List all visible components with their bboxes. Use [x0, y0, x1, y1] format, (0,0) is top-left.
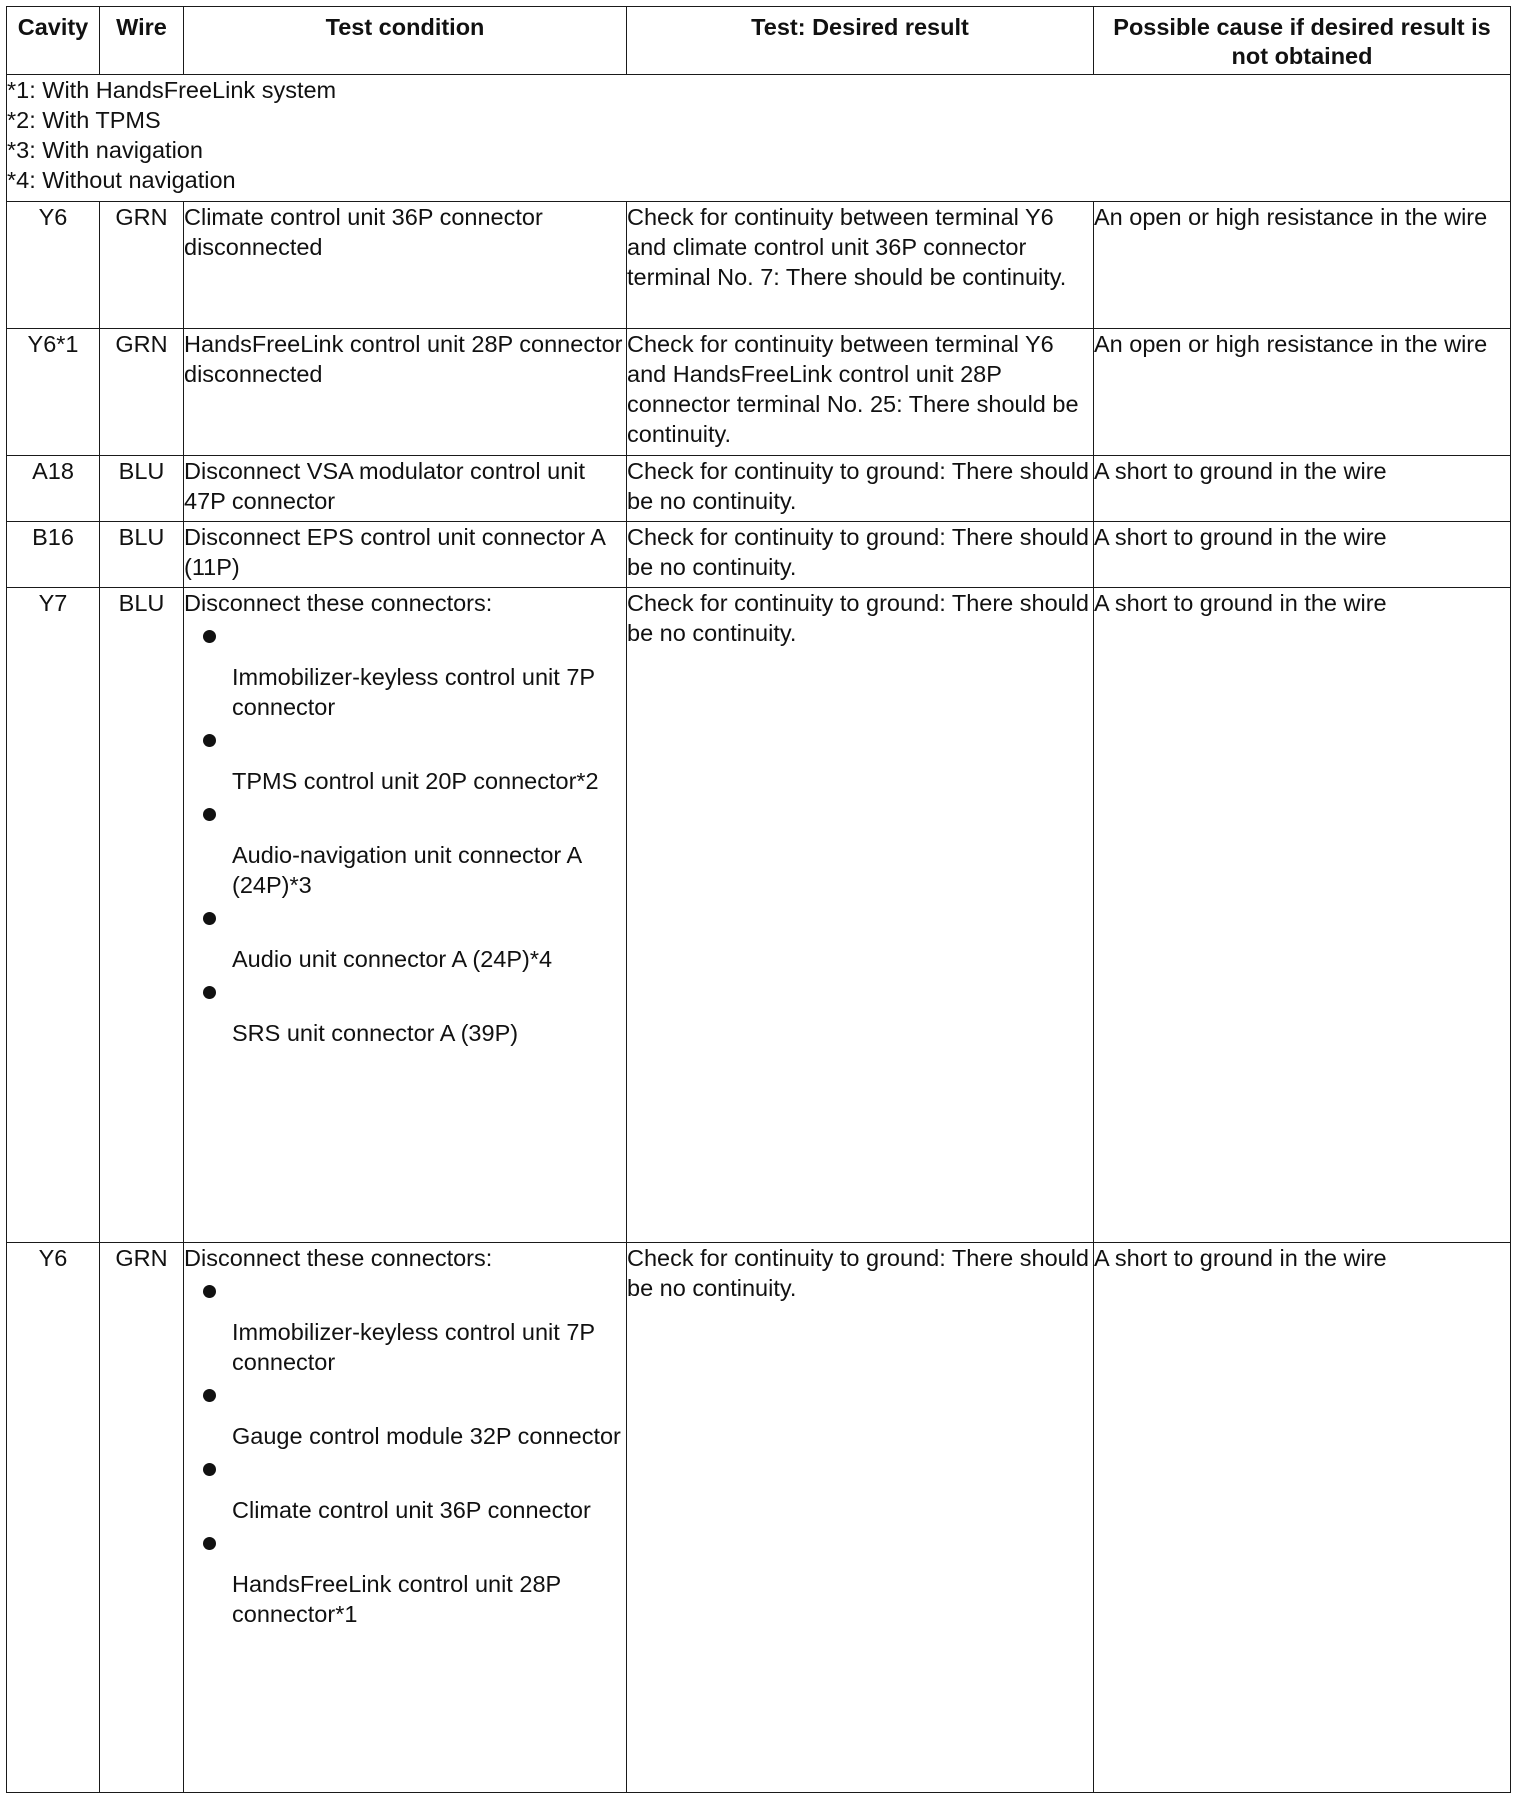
cause-cell: A short to ground in the wire	[1094, 588, 1511, 1243]
cause-cell: A short to ground in the wire	[1094, 522, 1511, 588]
table-row	[7, 1243, 1511, 1793]
circuit-test-table	[6, 6, 1511, 1793]
condition-cell: HandsFreeLink control unit 28P connector disconnected	[184, 329, 627, 456]
list-item	[184, 1273, 626, 1377]
list-item	[184, 900, 626, 974]
header-desired-result: Test: Desired result	[627, 7, 1094, 75]
bullet-icon	[203, 734, 216, 747]
condition-cell: Disconnect VSA modulator control unit 47P connector	[184, 456, 627, 522]
cavity-cell: Y6	[7, 1243, 100, 1793]
condition-cell: Disconnect EPS control unit connector A (11P)	[184, 522, 627, 588]
table-row	[7, 588, 1511, 1243]
condition-intro: Disconnect these connectors:	[184, 590, 493, 616]
cavity-cell: Y7	[7, 588, 100, 1243]
cause-cell: An open or high resistance in the wire	[1094, 329, 1511, 456]
cavity-cell: A18	[7, 456, 100, 522]
connector-list	[184, 1273, 626, 1629]
result-cell: Check for continuity to ground: There should be no continuity.	[627, 522, 1094, 588]
footnotes	[7, 75, 1511, 202]
result-cell: Check for continuity between terminal Y6 and climate control unit 36P connector terminal No. 7: There should be continuity.	[627, 202, 1094, 329]
cavity-cell: B16	[7, 522, 100, 588]
connector-name: TPMS control unit 20P connector*2	[232, 768, 599, 794]
result-cell: Check for continuity to ground: There should be no continuity.	[627, 456, 1094, 522]
header-cavity: Cavity	[7, 7, 100, 75]
header-possible-cause: Possible cause if desired result is not obtained	[1094, 7, 1511, 75]
footnote: *3: With navigation	[7, 137, 203, 163]
list-item	[184, 1451, 626, 1525]
wire-cell: BLU	[100, 456, 184, 522]
connector-name: Audio-navigation unit connector A (24P)*3	[232, 842, 581, 898]
list-item	[184, 974, 626, 1048]
list-item	[184, 618, 626, 722]
table-row	[7, 522, 1511, 588]
list-item	[184, 1525, 626, 1629]
footnote: *2: With TPMS	[7, 107, 161, 133]
connector-name: Immobilizer-keyless control unit 7P connector	[232, 1319, 595, 1375]
bullet-icon	[203, 912, 216, 925]
bullet-icon	[203, 1537, 216, 1550]
table-row	[7, 456, 1511, 522]
header-wire: Wire	[100, 7, 184, 75]
condition-intro: Disconnect these connectors:	[184, 1245, 493, 1271]
bullet-icon	[203, 1285, 216, 1298]
bullet-icon	[203, 808, 216, 821]
wire-cell: GRN	[100, 202, 184, 329]
list-item	[184, 796, 626, 900]
condition-cell	[184, 588, 627, 1243]
wire-cell: BLU	[100, 588, 184, 1243]
connector-name: Immobilizer-keyless control unit 7P connector	[232, 664, 595, 720]
cause-cell: An open or high resistance in the wire	[1094, 202, 1511, 329]
bullet-icon	[203, 630, 216, 643]
cause-cell: A short to ground in the wire	[1094, 456, 1511, 522]
list-item	[184, 1377, 626, 1451]
condition-cell	[184, 1243, 627, 1793]
connector-name: SRS unit connector A (39P)	[232, 1020, 519, 1046]
notes-row	[7, 75, 1511, 202]
cavity-cell: Y6*1	[7, 329, 100, 456]
table-row	[7, 202, 1511, 329]
footnote: *1: With HandsFreeLink system	[7, 77, 337, 103]
bullet-icon	[203, 1389, 216, 1402]
bullet-icon	[203, 986, 216, 999]
wire-cell: BLU	[100, 522, 184, 588]
footnote: *4: Without navigation	[7, 167, 236, 193]
result-cell: Check for continuity between terminal Y6 and HandsFreeLink control unit 28P connector terminal No. 25: There should be continuity.	[627, 329, 1094, 456]
connector-name: Gauge control module 32P connector	[232, 1423, 621, 1449]
connector-list	[184, 618, 626, 1048]
condition-cell: Climate control unit 36P connector disconnected	[184, 202, 627, 329]
result-cell: Check for continuity to ground: There should be no continuity.	[627, 1243, 1094, 1793]
connector-name: Audio unit connector A (24P)*4	[232, 946, 553, 972]
result-cell: Check for continuity to ground: There should be no continuity.	[627, 588, 1094, 1243]
connector-name: Climate control unit 36P connector	[232, 1497, 591, 1523]
header-test-condition: Test condition	[184, 7, 627, 75]
wire-cell: GRN	[100, 1243, 184, 1793]
connector-name: HandsFreeLink control unit 28P connector*1	[232, 1571, 561, 1627]
table-row	[7, 329, 1511, 456]
list-item	[184, 722, 626, 796]
cause-cell: A short to ground in the wire	[1094, 1243, 1511, 1793]
header-row	[7, 7, 1511, 75]
bullet-icon	[203, 1463, 216, 1476]
wire-cell: GRN	[100, 329, 184, 456]
cavity-cell: Y6	[7, 202, 100, 329]
